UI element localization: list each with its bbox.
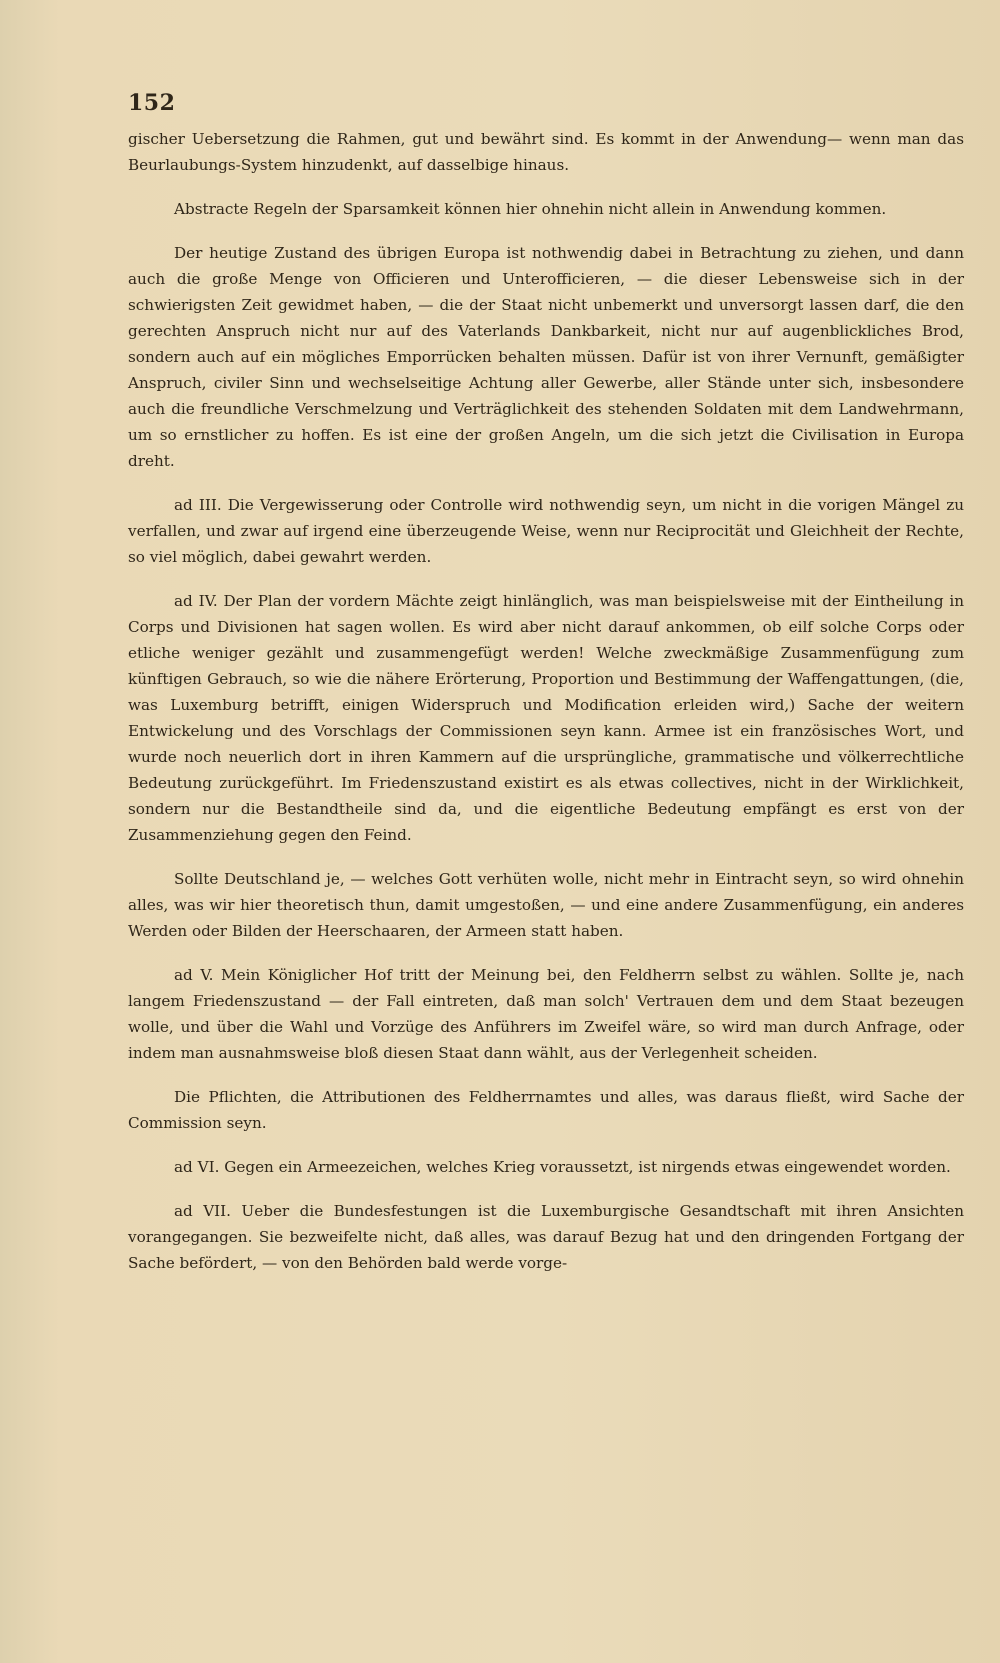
paragraph-1: gischer Uebersetzung die Rahmen, gut und bewährt sind. Es kommt in der Anwendung— wenn man das Beurlaubungs-System hinzudenkt, auf dasselbige hinaus. [128,130,964,174]
paragraph-6: Sollte Deutschland je, — welches Gott verhüten wolle, nicht mehr in Eintracht seyn, so wird ohnehin alles, was wir hier theoretisch thun, damit umgestoßen, — und eine andere Zusammenfügung, ein anderes Werden oder Bilden der Heerschaaren, der Armeen statt haben. [128,870,964,940]
paragraph-3: Der heutige Zustand des übrigen Europa ist nothwendig dabei in Betrachtung zu ziehen, und dann auch die große Menge von Officieren und Unterofficieren, — die dieser Lebensweise sich in der schwierigsten Zeit gewidmet haben, — die der Staat nicht unbemerkt und unversorgt lassen darf, die den gerechten Anspruch nicht nur auf des Vaterlands Dankbarkeit, nicht nur auf augenblickliches Brod, sondern auch auf ein mögliches Emporrücken behalten müssen. Dafür ist von ihrer Vernunft, gemäßigter Anspruch, civiler Sinn und wechselseitige Achtung aller Gewerbe, aller Stände unter sich, insbesondere auch die freundliche Verschmelzung und Verträglichkeit des stehenden Soldaten mit dem Landwehrmann, um so ernstlicher zu hoffen. Es ist eine der großen Angeln, um die sich jetzt die Civilisation in Europa dreht. [128,244,964,470]
paragraph-7: ad V. Mein Königlicher Hof tritt der Meinung bei, den Feldherrn selbst zu wählen. Sollte je, nach langem Friedenszustand — der Fall eintreten, daß man solch' Vertrauen dem und dem Staat bezeugen wolle, und über die Wahl und Vorzüge des Anführers im Zweifel wäre, so wird man durch Anfrage, oder indem man ausnahmsweise bloß diesen Staat dann wählt, aus der Verlegenheit scheiden. [128,966,964,1062]
paragraph-5: ad IV. Der Plan der vordern Mächte zeigt hinlänglich, was man beispielsweise mit der Eintheilung in Corps und Divisionen hat sagen wollen. Es wird aber nicht darauf ankommen, ob eilf solche Corps oder etliche weniger gezählt und zusammengefügt werden! Welche zweckmäßige Zusammenfügung zum künftigen Gebrauch, so wie die nähere Erörterung, Proportion und Bestimmung der Waffengattungen, (die, was Luxemburg betrifft, einigen Widerspruch und Modification erleiden wird,) Sache der weitern Entwickelung und des Vorschlags der Commissionen seyn kann. Armee ist ein französisches Wort, und wurde noch neuerlich dort in ihren Kammern auf die ursprüngliche, grammatische und völkerrechtliche Bedeutung zurückgeführt. Im Friedenszustand existirt es als etwas collectives, nicht in der Wirklichkeit, sondern nur die Bestandtheile sind da, und die eigentliche Bedeutung empfängt es erst von der Zusammenziehung gegen den Feind. [128,592,964,844]
paragraph-4: ad III. Die Vergewisserung oder Controlle wird nothwendig seyn, um nicht in die vorigen Mängel zu verfallen, und zwar auf irgend eine überzeugende Weise, wenn nur Reciprocität und Gleichheit der Rechte, so viel möglich, dabei gewahrt werden. [128,496,964,566]
paragraph-8: Die Pflichten, die Attributionen des Feldherrnamtes und alles, was daraus fließt, wird Sache der Commission seyn. [128,1088,964,1132]
paragraph-9: ad VI. Gegen ein Armeezeichen, welches Krieg voraussetzt, ist nirgends etwas eingewendet worden. [174,1158,951,1176]
page-number: 152 [128,90,176,116]
paragraph-10: ad VII. Ueber die Bundesfestungen ist die Luxemburgische Gesandtschaft mit ihren Ansichten vorangegangen. Sie bezweifelte nicht, daß alles, was darauf Bezug hat und den dringenden Fortgang der Sache befördert, — von den Behörden bald werde vorge- [128,1202,964,1272]
paragraph-2: Abstracte Regeln der Sparsamkeit können hier ohnehin nicht allein in Anwendung kommen. [174,200,887,218]
